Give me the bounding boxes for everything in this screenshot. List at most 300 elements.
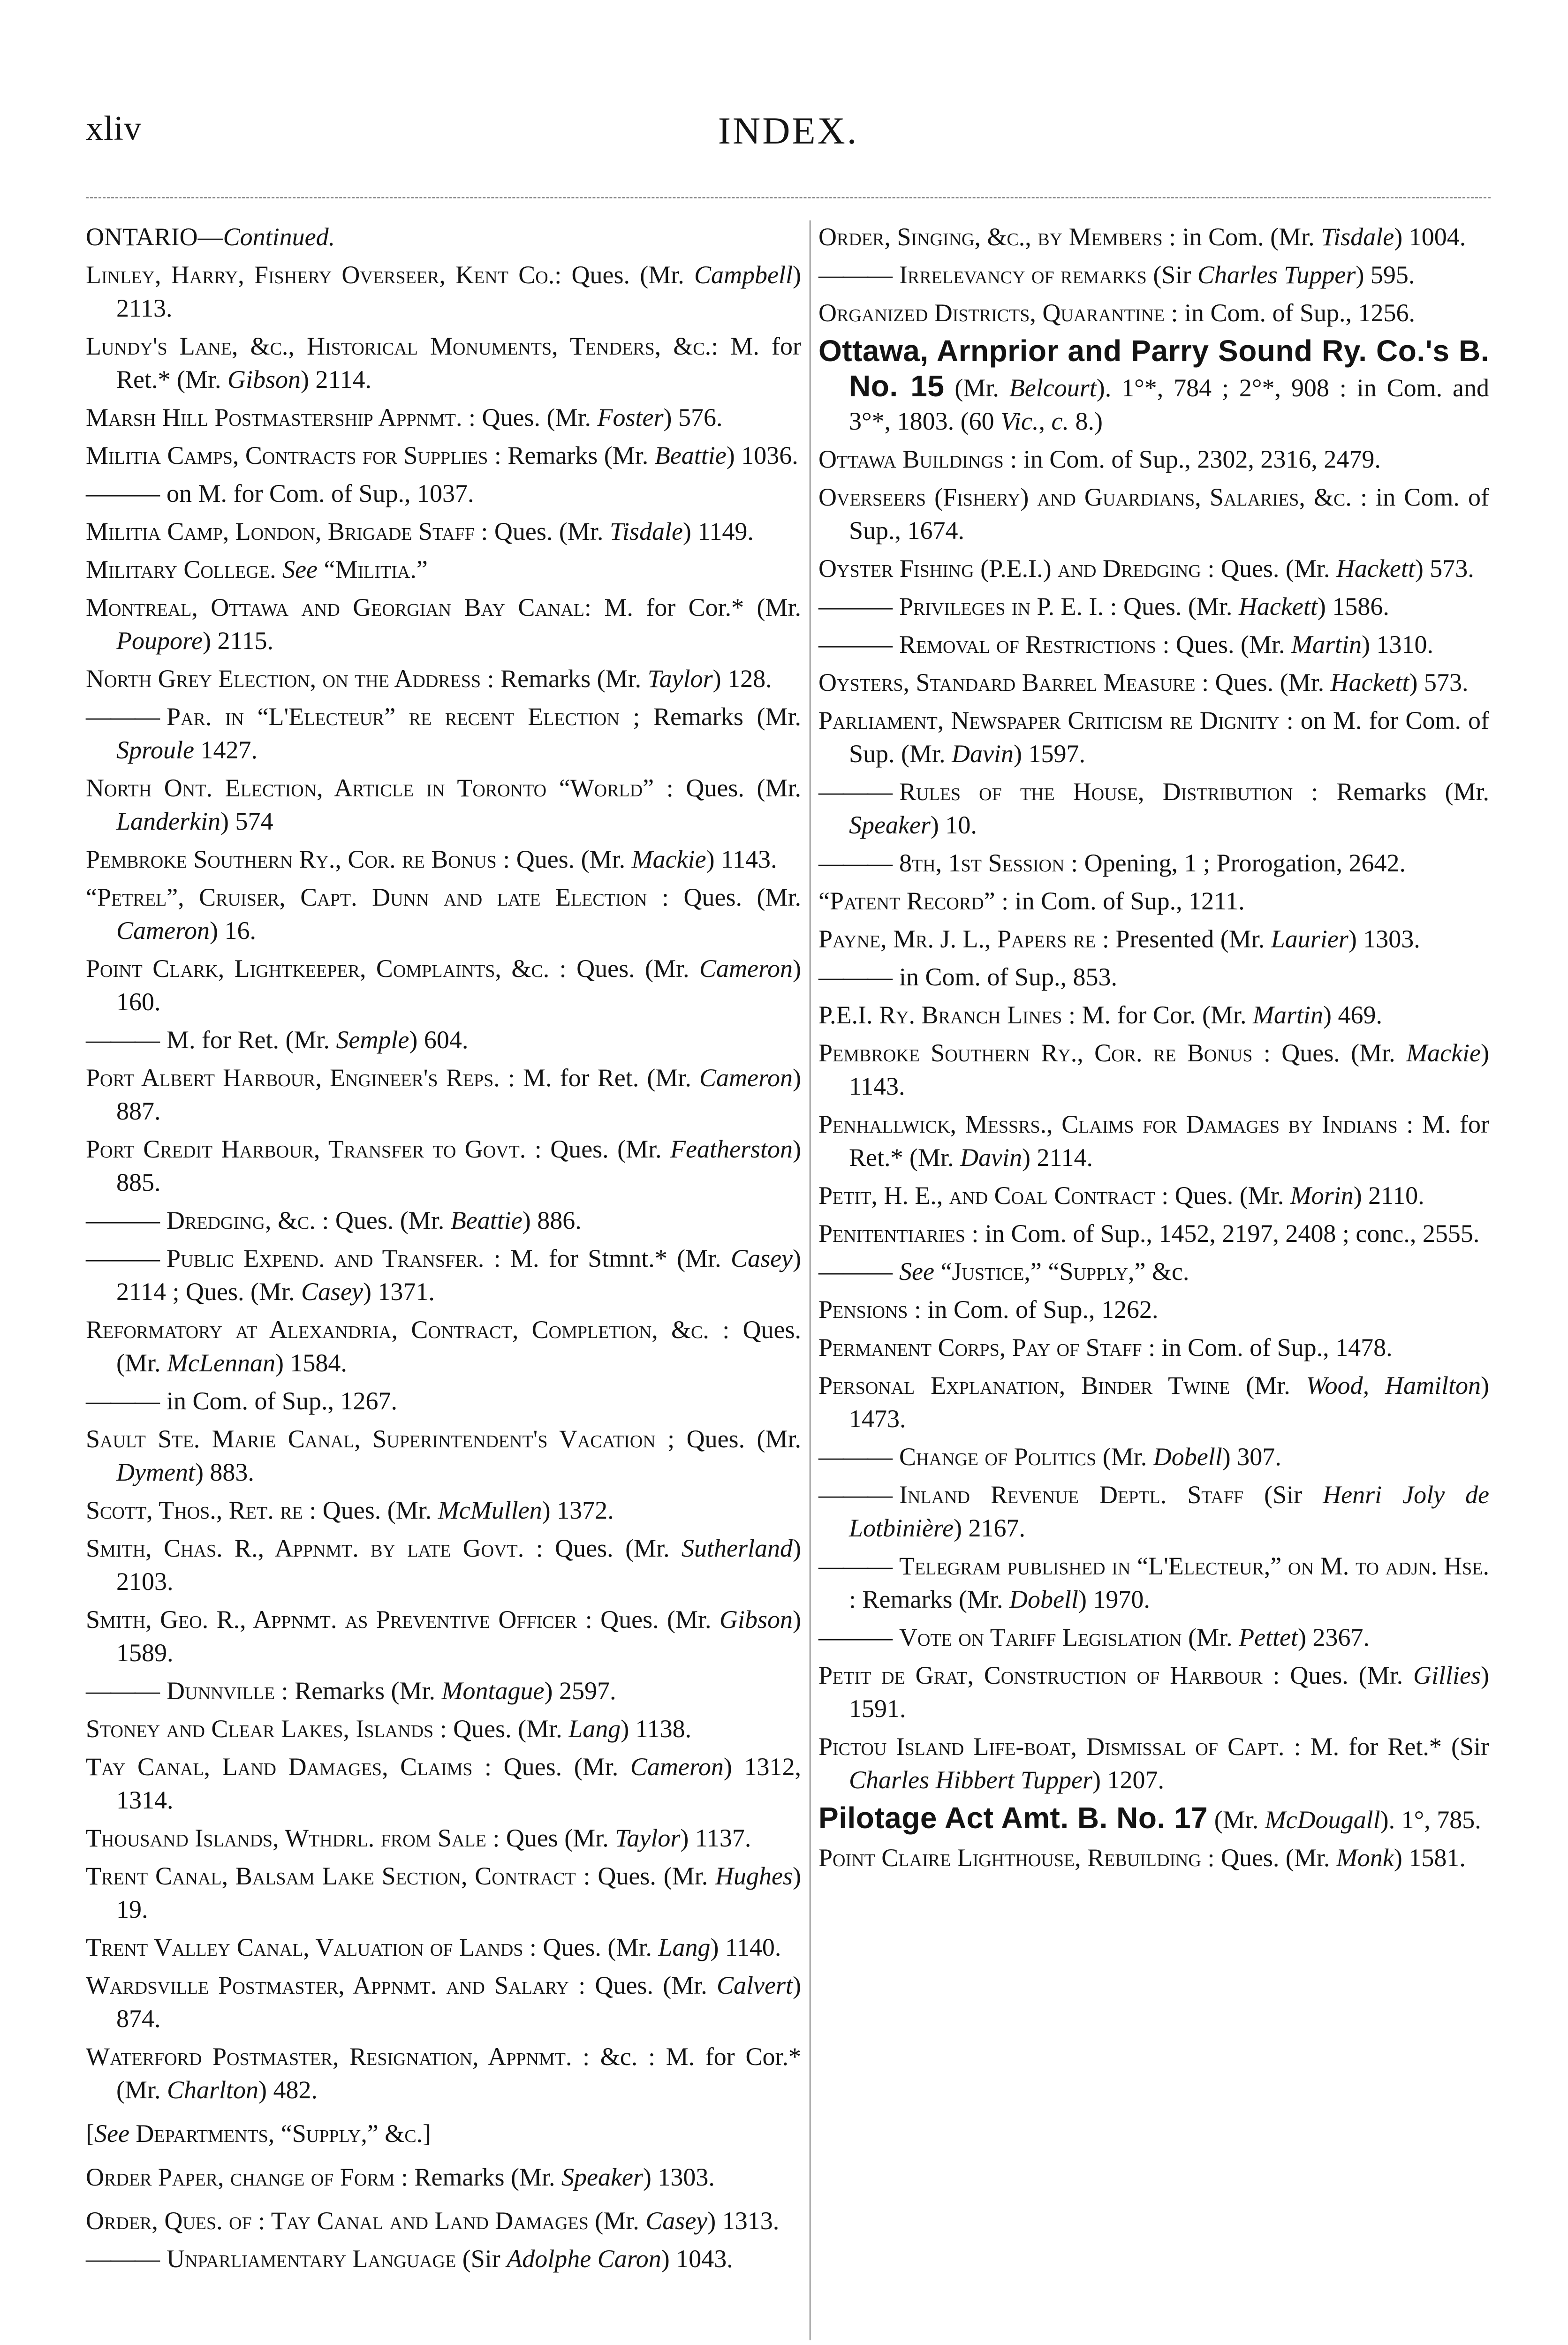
index-entry: [86, 2242, 801, 2276]
entry-text: (Mr.: [1208, 1806, 1265, 1834]
entry-text: Lundy's Lane, &c., Historical Monuments, Tenders, &c.: [86, 332, 712, 360]
index-entry: [86, 772, 801, 838]
entry-text: Tay Canal, Land Damages, Claims: [86, 1753, 473, 1781]
entry-text: ) 1303.: [1348, 925, 1420, 953]
ditto-dash: [86, 1026, 159, 1054]
entry-text: Campbell: [694, 261, 793, 289]
entry-text: North Ont. Election, Article in Toronto “World”: [86, 774, 654, 802]
entry-text: ) 2103.: [116, 1534, 801, 1596]
page-title: INDEX.: [718, 109, 859, 152]
entry-text: Militia Camp, London, Brigade Staff: [86, 517, 475, 545]
entry-text: Gibson: [227, 365, 301, 393]
entry-text: (Mr.: [1182, 1623, 1239, 1651]
entry-text: in Com. of Sup., 853.: [899, 963, 1118, 991]
entry-text: ”: [416, 555, 428, 583]
entry-text: : M. for Ret.* (Sir: [1284, 1732, 1489, 1761]
entry-text: Smith, Chas. R., Appnmt. by late Govt.: [86, 1534, 524, 1562]
entry-text: Marsh Hill Postmastership Appnmt.: [86, 403, 462, 431]
entry-text: : Ques. (Mr.: [1252, 1039, 1407, 1067]
index-entry: [86, 330, 801, 396]
entry-text: : M. for Stmnt.* (Mr.: [484, 1244, 731, 1272]
left-column: [86, 220, 801, 2280]
entry-text: Petit, H. E., and Coal Contract: [818, 1181, 1155, 1210]
entry-text: 8.): [1069, 407, 1103, 435]
entry-text: Beattie: [450, 1206, 523, 1234]
entry-text: Charles Hibbert Tupper: [849, 1766, 1093, 1794]
entry-text: Smith, Geo. R., Appnmt. as Preventive Officer: [86, 1605, 577, 1634]
index-entry: [818, 1801, 1489, 1837]
entry-text: P.E.I. Ry. Branch Lines: [818, 1001, 1062, 1029]
entry-text: Par. in “L'Electeur” re recent Election: [167, 703, 620, 731]
entry-text: Hughes: [715, 1862, 793, 1890]
index-entry: [86, 1384, 801, 1418]
entry-text: Overseers (Fishery) and Guardians, Salaries, &c.: [818, 483, 1352, 511]
entry-text: Ottawa, Arnprior and Parry Sound Ry. Co.'s B. No. 15: [818, 334, 1489, 403]
entry-text: Military College.: [86, 555, 276, 583]
entry-text: : Ques. (Mr.: [549, 954, 700, 983]
entry-text: Pembroke Southern Ry., Cor. re Bonus: [818, 1039, 1253, 1067]
index-entry: [86, 439, 801, 472]
ditto-dash: [818, 963, 892, 991]
entry-text: : in Com. (Mr.: [1162, 223, 1321, 251]
entry-text: ) 1970.: [1078, 1585, 1150, 1613]
entry-text: Mackie: [1406, 1039, 1481, 1067]
index-entry: [818, 552, 1489, 585]
ditto-dash: [818, 1552, 892, 1580]
entry-text: Penitentiaries: [818, 1219, 965, 1248]
index-entry: [818, 1841, 1489, 1875]
index-entry: [818, 1331, 1489, 1364]
entry-text: Casey: [645, 2207, 708, 2235]
entry-text: ) 19.: [116, 1862, 801, 1923]
index-entry: [86, 553, 801, 586]
entry-text: Organized Districts, Quarantine: [818, 299, 1165, 327]
ditto-dash: [818, 778, 892, 806]
ditto-dash: [818, 1623, 892, 1651]
index-entry: [818, 775, 1489, 842]
entry-text: ) 1473.: [849, 1371, 1490, 1433]
entry-text: ) 1043.: [661, 2245, 733, 2273]
entry-text: : Remarks (Mr.: [849, 1585, 1009, 1613]
entry-text: Dobell: [1009, 1585, 1078, 1613]
entry-text: ) 1371.: [363, 1278, 435, 1306]
entry-text: : in Com. of Sup., 1674.: [849, 483, 1489, 545]
entry-text: Departments, “Supply,” &c.: [136, 2119, 423, 2148]
index-entry: [86, 662, 801, 696]
entry-text: : in Com. of Sup., 1256.: [1165, 299, 1416, 327]
entry-text: Gillies: [1413, 1661, 1481, 1689]
ditto-dash: [86, 479, 159, 507]
entry-text: ) 16.: [210, 916, 256, 945]
entry-text: ) 1372.: [542, 1496, 614, 1524]
entry-text: ) 1597.: [1014, 740, 1085, 768]
entry-text: Privileges in P. E. I.: [899, 592, 1104, 620]
index-entry: [86, 258, 801, 325]
entry-text: 1427.: [194, 736, 258, 764]
index-entry: [86, 591, 801, 658]
page-header: [86, 109, 1491, 160]
index-entry: [86, 1603, 801, 1670]
index-entry: [86, 1204, 801, 1237]
entry-text: Laurier: [1271, 925, 1348, 953]
entry-text: 8th, 1st Session: [899, 849, 1065, 877]
entry-text: ) 573.: [1409, 668, 1469, 696]
entry-text: ) 883.: [195, 1458, 254, 1486]
entry-text: : M. for Cor.* (Mr.: [584, 593, 801, 621]
entry-text: Militia Camps, Contracts for Supplies: [86, 441, 488, 469]
index-entry: [86, 1061, 801, 1128]
entry-text: Inland Revenue Deptl. Staff: [899, 1481, 1244, 1509]
index-entry: [818, 334, 1489, 438]
entry-text: Monk: [1336, 1844, 1394, 1872]
index-entry: [86, 1532, 801, 1598]
entry-text: Pictou Island Life-boat, Dismissal of Capt.: [818, 1732, 1285, 1761]
index-entry: [86, 843, 801, 876]
entry-text: Removal of Restrictions: [899, 630, 1157, 658]
entry-text: [129, 2119, 136, 2148]
entry-text: Foster: [597, 403, 664, 431]
index-entry: [818, 1440, 1489, 1474]
entry-text: : Ques. (Mr.: [654, 774, 802, 802]
entry-text: Cameron: [116, 916, 210, 945]
ditto-dash: [818, 849, 892, 877]
entry-text: (Mr.: [588, 2207, 646, 2235]
entry-text: Davin: [952, 740, 1014, 768]
index-entry: [86, 952, 801, 1019]
entry-text: : Ques. (Mr.: [315, 1206, 451, 1234]
entry-text: Port Albert Harbour, Engineer's Reps.: [86, 1064, 500, 1092]
entry-text: ) 574: [220, 807, 273, 835]
entry-text: : Ques. (Mr.: [472, 1753, 630, 1781]
entry-text: : Remarks (Mr.: [1293, 778, 1489, 806]
entry-text: ]: [423, 2119, 432, 2148]
entry-text: Cameron: [699, 1064, 793, 1092]
entry-text: Cameron: [630, 1753, 724, 1781]
index-entry: [818, 923, 1489, 956]
entry-text: Henri Joly de Lotbinière: [849, 1481, 1490, 1542]
entry-text: ) 2367.: [1298, 1623, 1370, 1651]
index-entry: [818, 1036, 1489, 1103]
entry-text: ) 1138.: [621, 1715, 692, 1743]
entry-text: ) 2115.: [202, 627, 273, 655]
entry-text: Dunnville: [167, 1677, 275, 1705]
entry-text: See: [899, 1257, 934, 1286]
entry-text: Calvert: [717, 1971, 793, 1999]
entry-text: [276, 555, 283, 583]
entry-text: Telegram published in “L'Electeur,” on M. to adjn. Hse.: [899, 1552, 1489, 1580]
index-entry: [818, 1659, 1489, 1725]
index-entry: [818, 443, 1489, 476]
entry-text: ) 1143.: [706, 845, 777, 873]
entry-text: : Ques (Mr.: [486, 1824, 615, 1852]
right-column: [818, 220, 1489, 1879]
entry-text: Justice,: [952, 1257, 1030, 1286]
entry-text: Adolphe Caron: [507, 2245, 661, 2273]
page-number: xliv: [86, 109, 142, 148]
entry-text: : Ques. (Mr.: [554, 261, 695, 289]
entry-text: : Ques. (Mr.: [526, 1135, 671, 1163]
entry-text: : Ques. (Mr.: [1155, 1181, 1290, 1210]
index-entry: [86, 1313, 801, 1380]
index-entry: [86, 1712, 801, 1746]
index-entry: [818, 1293, 1489, 1326]
entry-text: ) 2113.: [116, 261, 801, 322]
index-entry: [86, 700, 801, 767]
entry-text: ) 2167.: [954, 1514, 1025, 1542]
entry-text: : Presented (Mr.: [1096, 925, 1271, 953]
index-entry: [86, 881, 801, 947]
entry-text: (Sir: [1146, 261, 1197, 289]
entry-text: ” &c.: [1134, 1257, 1189, 1286]
entry-text: : M. for Cor. (Mr.: [1062, 1001, 1253, 1029]
entry-text: in Com. of Sup., 1267.: [167, 1387, 398, 1415]
index-entry: [86, 2204, 801, 2238]
index-entry: [818, 1550, 1489, 1616]
entry-text: ) 482.: [258, 2076, 318, 2104]
entry-text: Point Clark, Lightkeeper, Complaints, &c.: [86, 954, 550, 983]
entry-text: Tisdale: [609, 517, 683, 545]
entry-text: Point Claire Lighthouse, Rebuilding: [818, 1844, 1201, 1872]
entry-text: Reformatory at Alexandria, Contract, Completion, &c.: [86, 1316, 709, 1344]
index-entry: [818, 220, 1489, 254]
entry-text: ) 469.: [1323, 1001, 1382, 1029]
entry-text: “: [318, 555, 335, 583]
entry-text: : Remarks (Mr.: [488, 441, 655, 469]
entry-text: : Ques. (Mr.: [474, 517, 610, 545]
ditto-dash: [86, 703, 159, 731]
entry-text: : Ques. (Mr.: [1201, 554, 1336, 582]
entry-text: : Ques. (Mr.: [577, 1605, 720, 1634]
entry-text: Taylor: [615, 1824, 681, 1852]
entry-text: Mackie: [631, 845, 706, 873]
entry-text: : Ques. (Mr.: [524, 1534, 682, 1562]
header-rule: [86, 197, 1491, 198]
entry-text: Unparliamentary Language: [167, 2245, 456, 2273]
entry-text: Charlton: [167, 2076, 259, 2104]
entry-text: : M. for Ret.* (Mr.: [116, 332, 801, 393]
entry-text: Speaker: [849, 811, 931, 839]
index-entry: [86, 1931, 801, 1964]
index-entry: [818, 666, 1489, 699]
entry-text: ) 1036.: [726, 441, 798, 469]
entry-text: ) 1312, 1314.: [116, 1753, 802, 1814]
entry-text: Vic.: [1000, 407, 1039, 435]
entry-text: Sproule: [116, 736, 194, 764]
entry-text: Public Expend. and Transfer.: [167, 1244, 485, 1272]
entry-text: Casey: [731, 1244, 793, 1272]
entry-text: Tisdale: [1321, 223, 1394, 251]
index-entry: [818, 1621, 1489, 1654]
entry-text: ) 1140.: [710, 1933, 781, 1961]
entry-text: Irrelevancy of remarks: [899, 261, 1147, 289]
entry-text: Pilotage Act Amt. B. No. 17: [818, 1801, 1208, 1835]
entry-text: Wood, Hamilton: [1306, 1371, 1481, 1399]
entry-text: (Mr.: [1096, 1443, 1153, 1471]
entry-text: Continued.: [223, 223, 335, 251]
index-entry: [818, 1478, 1489, 1545]
entry-text: ) 1591.: [849, 1661, 1489, 1723]
entry-text: : Ques. (Mr.: [576, 1862, 716, 1890]
entry-text: ) 10.: [930, 811, 977, 839]
entry-text: Featherston: [670, 1135, 793, 1163]
entry-text: Rules of the House, Distribution: [899, 778, 1293, 806]
index-entry: [86, 1674, 801, 1708]
entry-text: Lang: [658, 1933, 711, 1961]
entry-text: Charles Tupper: [1197, 261, 1356, 289]
index-entry: [818, 481, 1489, 547]
entry-text: McMullen: [438, 1496, 542, 1524]
ditto-dash: [818, 630, 892, 658]
entry-text: Montague: [441, 1677, 545, 1705]
entry-text: Waterford Postmaster, Resignation, Appnmt.: [86, 2042, 572, 2071]
index-entry: [818, 1108, 1489, 1174]
entry-text: M. for Ret. (Mr.: [167, 1026, 336, 1054]
index-entry: [818, 296, 1489, 330]
entry-text: Hackett: [1330, 668, 1409, 696]
entry-text: Martin: [1252, 1001, 1323, 1029]
column-divider: [810, 220, 811, 2340]
entry-text: Speaker: [561, 2163, 643, 2191]
entry-text: Parliament, Newspaper Criticism re Dignity: [818, 706, 1280, 734]
entry-text: ; Remarks (Mr.: [619, 703, 801, 731]
entry-text: Morin: [1290, 1181, 1354, 1210]
entry-text: ). 1°, 785.: [1380, 1806, 1481, 1834]
entry-text: : M. for Ret. (Mr.: [500, 1064, 700, 1092]
entry-text: Pensions: [818, 1295, 908, 1324]
index-entry: [86, 2161, 801, 2194]
entry-text: Personal Explanation, Binder Twine: [818, 1371, 1230, 1399]
index-entry: [818, 885, 1489, 918]
entry-text: Supply,: [1059, 1257, 1135, 1286]
entry-text: Order, Ques. of : Tay Canal and Land Damages: [86, 2207, 589, 2235]
index-entry: [86, 1822, 801, 1855]
ditto-dash: [86, 1244, 159, 1272]
ditto-dash: [86, 1387, 159, 1415]
entry-text: Poupore: [116, 627, 203, 655]
entry-text: ) 2114.: [301, 365, 371, 393]
entry-text: ONTARIO—: [86, 223, 223, 251]
index-entry: [86, 477, 801, 510]
entry-text: : Remarks (Mr.: [275, 1677, 442, 1705]
entry-text: (Mr.: [1230, 1371, 1306, 1399]
entry-text: Taylor: [647, 665, 713, 693]
entry-text: : Ques. (Mr.: [496, 845, 632, 873]
ditto-dash: [86, 1677, 159, 1705]
ditto-dash: [86, 2245, 159, 2273]
index-entry: [818, 847, 1489, 880]
entry-text: Martin: [1291, 630, 1362, 658]
entry-text: ) 1137.: [680, 1824, 751, 1852]
entry-text: ) 886.: [522, 1206, 582, 1234]
entry-text: Permanent Corps, Pay of Staff: [818, 1333, 1142, 1362]
entry-text: Militia.: [335, 555, 417, 583]
entry-text: ) 576.: [663, 403, 723, 431]
ditto-dash: [818, 261, 892, 289]
entry-text: ) 874.: [116, 1971, 801, 2033]
entry-text: on M. for Com. of Sup., 1037.: [167, 479, 474, 507]
entry-text: Landerkin: [116, 807, 220, 835]
entry-text: Wardsville Postmaster, Appnmt. and Salary: [86, 1971, 569, 1999]
index-entry: [818, 1730, 1489, 1797]
entry-text: : Ques. (Mr.: [1201, 1844, 1336, 1872]
entry-text: : Ques. (Mr.: [1195, 668, 1331, 696]
entry-text: (Sir: [1243, 1481, 1323, 1509]
entry-text: : in Com. of Sup., 1262.: [908, 1295, 1159, 1324]
entry-text: McLennan: [167, 1349, 275, 1377]
index-entry: [86, 1133, 801, 1199]
index-entry: [86, 1422, 801, 1489]
entry-text: ) 885.: [116, 1135, 801, 1196]
entry-text: ) 1586.: [1317, 592, 1389, 620]
entry-text: “Patent Record”: [818, 887, 995, 915]
entry-text: Dobell: [1153, 1443, 1222, 1471]
entry-text: ; Ques. (Mr.: [655, 1425, 801, 1453]
index-entry: [86, 1860, 801, 1926]
entry-text: Payne, Mr. J. L., Papers re: [818, 925, 1096, 953]
entry-text: Port Credit Harbour, Transfer to Govt.: [86, 1135, 526, 1163]
entry-text: ) 1143.: [849, 1039, 1489, 1100]
entry-text: Scott, Thos., Ret. re: [86, 1496, 303, 1524]
entry-text: Change of Politics: [899, 1443, 1097, 1471]
entry-text: ,: [1038, 407, 1052, 435]
entry-text: Linley, Harry, Fishery Overseer, Kent Co.: [86, 261, 555, 289]
ditto-dash: [818, 1481, 892, 1509]
entry-text: ) 595.: [1356, 261, 1415, 289]
entry-text: ) 1004.: [1394, 223, 1466, 251]
entry-text: Petit de Grat, Construction of Harbour: [818, 1661, 1263, 1689]
entry-text: Order Paper, change of Form: [86, 2163, 395, 2191]
entry-text: “Petrel”, Cruiser, Capt. Dunn and late Election: [86, 883, 647, 911]
entry-text: ) 887.: [116, 1064, 801, 1125]
entry-text: : Ques. (Mr.: [523, 1933, 659, 1961]
entry-text: : Remarks (Mr.: [394, 2163, 561, 2191]
entry-text: Stoney and Clear Lakes, Islands: [86, 1715, 434, 1743]
entry-text: Oysters, Standard Barrel Measure: [818, 668, 1196, 696]
index-entry: [86, 1750, 801, 1817]
entry-text: ) 1149.: [682, 517, 754, 545]
entry-text: : &c. : M. for Cor.* (Mr.: [116, 2042, 801, 2104]
index-entry: [818, 1217, 1489, 1250]
index-entry: [86, 1494, 801, 1527]
entry-text: ) 1584.: [275, 1349, 347, 1377]
entry-text: Ottawa Buildings: [818, 445, 1004, 473]
entry-text: Order, Singing, &c., by Members: [818, 223, 1163, 251]
entry-text: Hackett: [1336, 554, 1415, 582]
entry-text: ) 2114 ; Ques. (Mr.: [116, 1244, 801, 1306]
ditto-dash: [818, 1443, 892, 1471]
entry-text: c.: [1051, 407, 1069, 435]
entry-text: : Ques. (Mr.: [647, 883, 801, 911]
index-entry: [818, 999, 1489, 1032]
index-entry: [818, 1369, 1489, 1436]
entry-text: : in Com. of Sup., 1211.: [995, 887, 1245, 915]
ditto-dash: [818, 1257, 892, 1286]
entry-text: : Ques. (Mr.: [1103, 592, 1239, 620]
entry-text: : in Com. of Sup., 2302, 2316, 2479.: [1003, 445, 1381, 473]
entry-text: ) 1313.: [707, 2207, 780, 2235]
entry-text: ) 160.: [116, 954, 801, 1016]
entry-text: Penhallwick, Messrs., Claims for Damages by Indians: [818, 1110, 1398, 1138]
entry-text: Davin: [960, 1143, 1022, 1172]
entry-text: Casey: [301, 1278, 363, 1306]
index-entry: [86, 2040, 801, 2107]
entry-text: Dyment: [116, 1458, 195, 1486]
entry-text: : Ques. (Mr.: [1262, 1661, 1414, 1689]
entry-text: McDougall: [1265, 1806, 1380, 1834]
index-entry: [818, 704, 1489, 771]
entry-text: “: [934, 1257, 952, 1286]
entry-text: (Sir: [456, 2245, 507, 2273]
